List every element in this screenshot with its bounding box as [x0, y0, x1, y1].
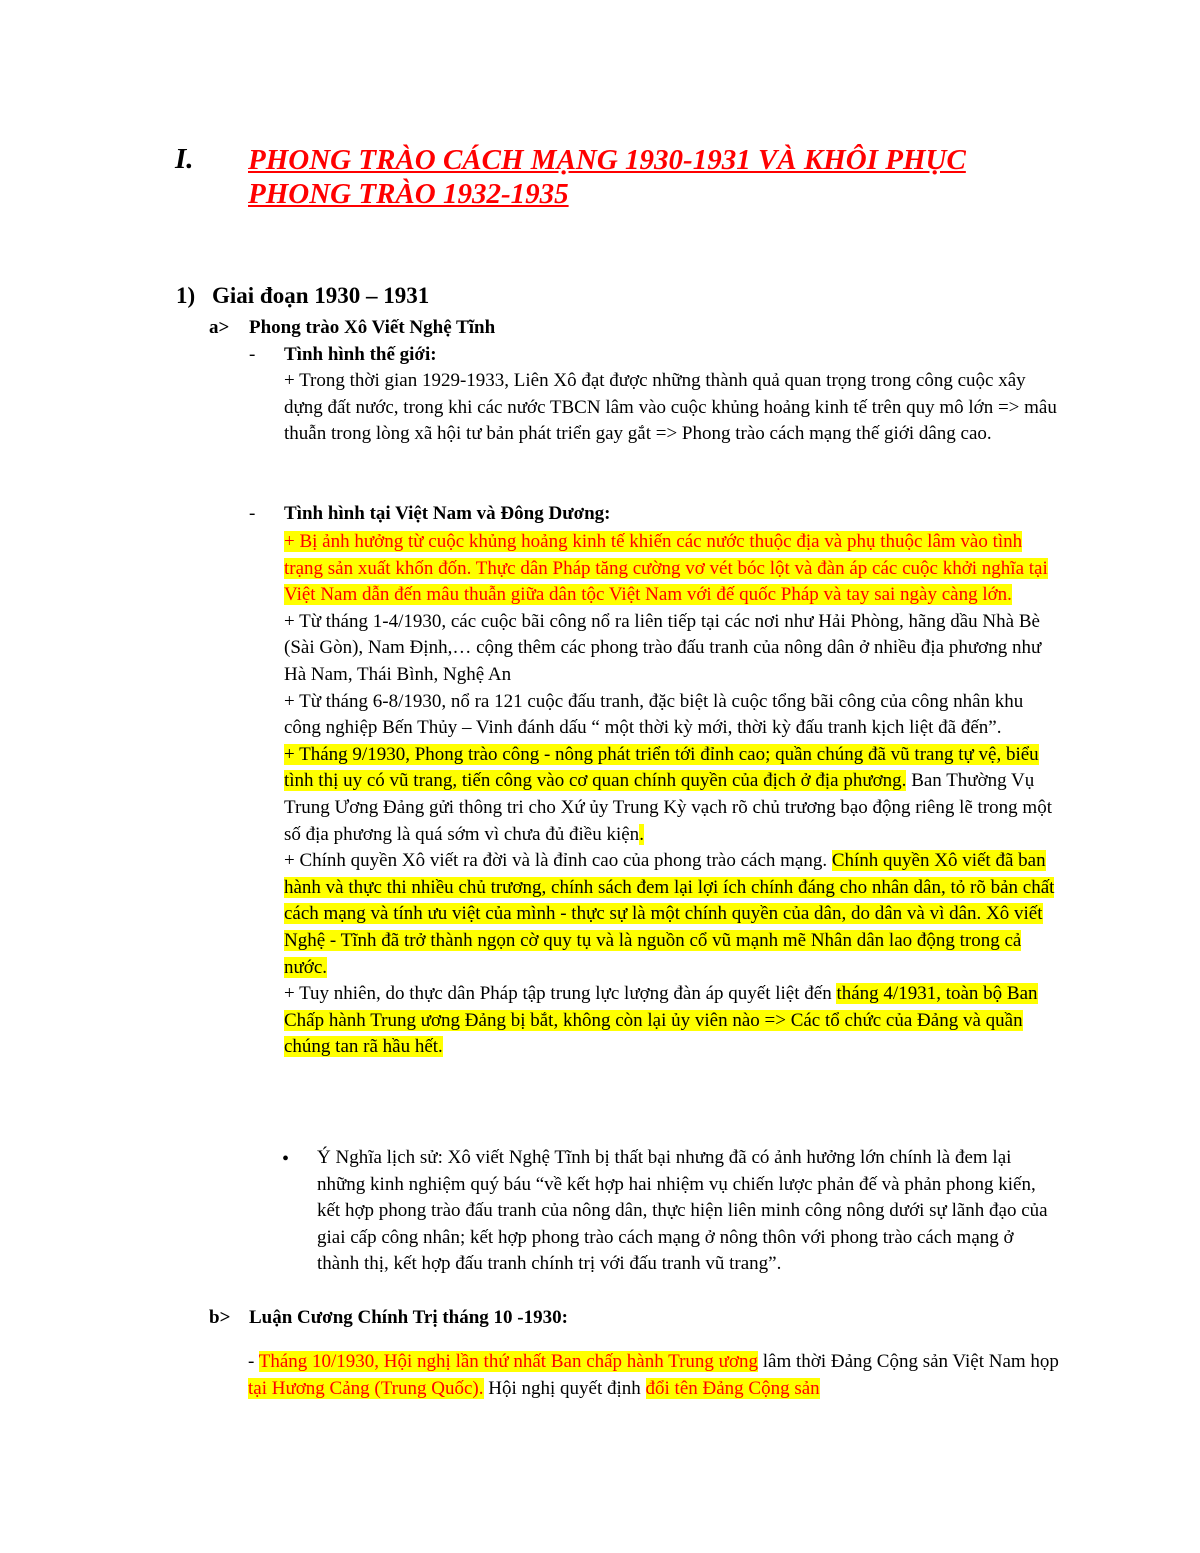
section-number: 1) — [176, 283, 196, 308]
vietnam-paragraph-4 — [284, 742, 1064, 848]
dash-marker: - — [249, 503, 256, 524]
page-title — [248, 143, 966, 211]
dash-marker: - — [248, 1351, 259, 1372]
world-heading: Tình hình thế giới: — [284, 344, 437, 365]
section-title: Giai đoạn 1930 – 1931 — [212, 283, 430, 308]
highlighted-text: Tháng 10/1930, Hội nghị lần thứ nhất Ban chấp hành Trung ương — [258, 1351, 759, 1372]
highlighted-text: tại Hương Cảng (Trung Quốc). — [248, 1378, 484, 1399]
world-paragraph: + Trong thời gian 1929-1933, Liên Xô đạt được những thành quả quan trọng trong công cuộc xây dựng đất nước, trong khi các nước TBCN lâm vào cuộc khủng hoảng kinh tế trên quy mô lớn => mâu thuẫn trong lòng xã hội tư bản phát triển gay gắt => Phong trào cách mạng thế giới dâng cao. — [284, 370, 1057, 445]
highlighted-text: + Bị ảnh hưởng từ cuộc khủng hoảng kinh tế khiến các nước thuộc địa và phụ thuộc lâm vào tình trạng sản xuất khốn đốn. Thực dân Pháp tăng cường vơ vét bóc lột và đàn áp các cuộc khởi nghĩa tại Việt Nam dẫn đến mâu thuẫn giữa dân tộc Việt Nam với đế quốc Pháp và tay sai ngày càng lớn. — [284, 531, 1048, 606]
dash-marker: - — [249, 344, 256, 365]
significance-paragraph: Ý Nghĩa lịch sử: Xô viết Nghệ Tĩnh bị thất bại nhưng đã có ảnh hưởng lớn chính là đem lại những kinh nghiệm quý báu “về kết hợp hai nhiệm vụ chiến lược phản đế và phản phong kiến, kết hợp phong trào đấu tranh của nông dân, thực hiện liên minh công nông dưới sự lãnh đạo của giai cấp công nhân; kết hợp phong trào cách mạng ở nông thôn với phong trào cách mạng ở thành thị, kết hợp đấu tranh chính trị với đấu tranh vũ trang”. — [317, 1147, 1048, 1275]
plain-text: + Tuy nhiên, do thực dân Pháp tập trung lực lượng đàn áp quyết liệt đến — [284, 983, 837, 1005]
highlighted-text: + Tháng 9/1930, Phong trào công - nông phát triển tới đỉnh cao; quần chúng đã vũ trang tự vệ, biểu tình thị uy có vũ trang, tiến công vào cơ quan chính quyền của địch ở địa phương. — [284, 743, 1039, 792]
vietnam-heading: Tình hình tại Việt Nam và Đông Dương: — [284, 503, 611, 524]
vietnam-paragraph-3: + Từ tháng 6-8/1930, nổ ra 121 cuộc đấu tranh, đặc biệt là cuộc tổng bãi công của công nhân khu công nghiệp Bến Thủy – Vinh đánh dấu “ một thời kỳ mới, thời kỳ đấu tranh kịch liệt đã đến”. — [284, 690, 1024, 739]
subsection-b — [209, 1307, 568, 1329]
vietnam-paragraph-2: + Từ tháng 1-4/1930, các cuộc bãi công nổ ra liên tiếp tại các nơi như Hải Phòng, hãng dầu Nhà Bè (Sài Gòn), Nam Định,… cộng thêm các phong trào đấu tranh của nông dân ở nhiều địa phương như Hà Nam, Thái Bình, Nghệ An — [284, 610, 1042, 685]
subsection-a-label: a> — [209, 317, 230, 338]
vietnam-paragraph-1 — [284, 529, 1064, 609]
vietnam-paragraph-6 — [284, 981, 1064, 1061]
highlighted-text: đổi tên Đảng Cộng sản — [645, 1378, 820, 1399]
title-number: I. — [175, 143, 194, 175]
bullet-icon: • — [282, 1148, 290, 1170]
title-line-1: PHONG TRÀO CÁCH MẠNG 1930-1931 VÀ KHÔI PHỤC — [248, 144, 966, 176]
highlighted-text: Chính quyền Xô viết đã ban hành và thực thi nhiều chủ trương, chính sách đem lại lợi ích chính đáng cho nhân dân, tỏ rõ bản chất cách mạng và tính ưu việt của mình - thực sự là một chính quyền của dân, do dân và vì dân. Xô viết Nghệ - Tĩnh đã trở thành ngọn cờ quy tụ và là nguồn cổ vũ mạnh mẽ Nhân dân lao động trong cả nước. — [284, 850, 1055, 978]
title-line-2: PHONG TRÀO 1932-1935 — [248, 178, 569, 210]
plain-text: + Chính quyền Xô viết ra đời và là đỉnh cao của phong trào cách mạng. — [284, 850, 832, 872]
vietnam-body — [284, 529, 1064, 1061]
highlighted-text: tháng 4/1931, toàn bộ Ban Chấp hành Trung ương Đảng bị bắt, không còn lại ủy viên nào => Các tổ chức của Đảng và quần chúng tan rã hầu hết. — [284, 983, 1038, 1058]
section-heading — [176, 283, 429, 309]
subsection-a-title: Phong trào Xô Viết Nghệ Tĩnh — [249, 317, 496, 338]
plain-text: Hội nghị quyết định — [483, 1378, 646, 1399]
subsection-b-title: Luận Cương Chính Trị tháng 10 -1930: — [249, 1307, 568, 1328]
plain-text: Ban Thường Vụ Trung Ương Đảng gửi thông tri cho Xứ ủy Trung Kỳ vạch rõ chủ trương bạo động riêng lẽ trong một số địa phương là quá sớm vì chưa đủ điều kiện — [284, 770, 1052, 845]
subsection-a — [209, 317, 495, 339]
plain-text: lâm thời Đảng Cộng sản Việt Nam họp — [758, 1351, 1059, 1372]
thesis-paragraph — [248, 1348, 1068, 1402]
highlighted-text: . — [639, 823, 644, 845]
vietnam-paragraph-5 — [284, 848, 1064, 981]
subsection-b-label: b> — [209, 1307, 231, 1328]
